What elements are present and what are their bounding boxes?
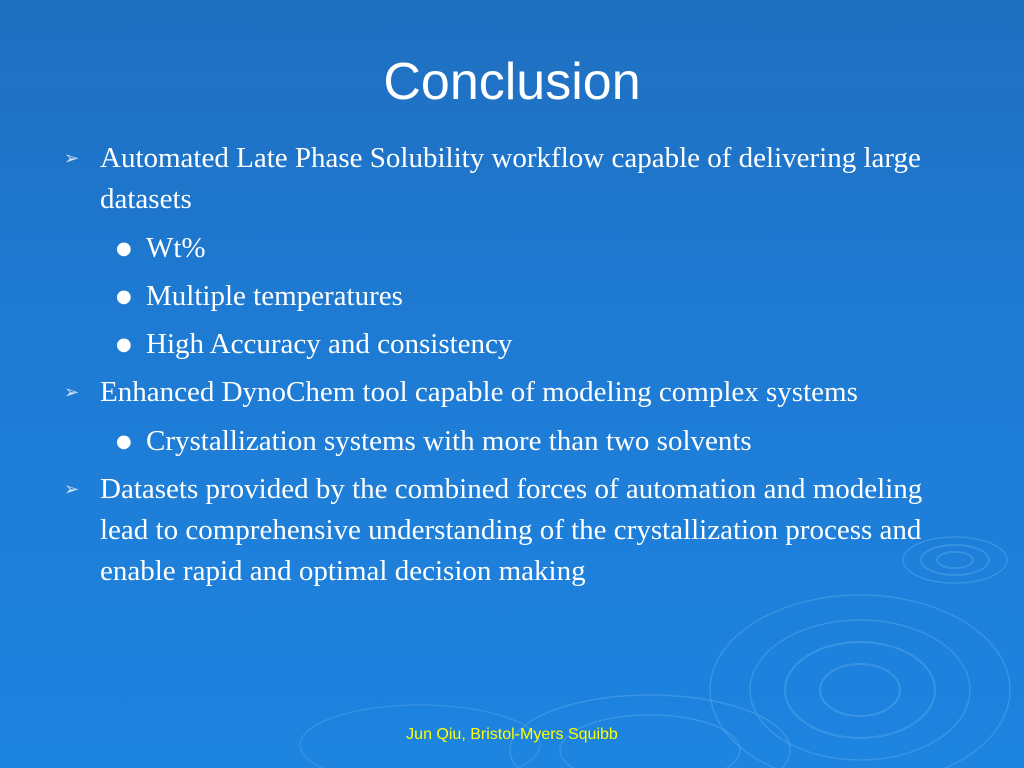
arrowhead-bullet-icon: ➢ — [64, 148, 80, 169]
sub-bullet-text: Wt% — [146, 232, 206, 264]
round-dot-bullet-icon: ● — [116, 238, 132, 259]
bullet-item — [62, 372, 942, 413]
arrowhead-bullet-icon: ➢ — [64, 382, 80, 403]
round-dot-bullet-icon: ● — [116, 431, 132, 452]
bullet-text: Automated Late Phase Solubility workflow capable of delivering large datasets — [100, 142, 921, 215]
arrowhead-bullet-icon: ➢ — [64, 479, 80, 500]
slide-footer: Jun Qiu, Bristol-Myers Squibb — [406, 726, 618, 743]
sub-bullet-item — [62, 421, 942, 462]
sub-bullet-text: Multiple temperatures — [146, 280, 403, 312]
bullet-list — [62, 138, 942, 600]
bullet-text: Datasets provided by the combined forces of automation and modeling lead to comprehensive understanding of the crystallization process and enable rapid and optimal decision making — [100, 473, 923, 587]
sub-bullet-text: Crystallization systems with more than two solvents — [146, 425, 752, 457]
bullet-text: Enhanced DynoChem tool capable of modeling complex systems — [100, 376, 858, 408]
bullet-item — [62, 469, 942, 592]
round-dot-bullet-icon: ● — [116, 334, 132, 355]
sub-bullet-item — [62, 228, 942, 269]
sub-bullet-item — [62, 276, 942, 317]
round-dot-bullet-icon: ● — [116, 286, 132, 307]
slide-title: Conclusion — [383, 53, 641, 111]
sub-bullet-text: High Accuracy and consistency — [146, 328, 513, 360]
bullet-item — [62, 138, 942, 220]
sub-bullet-item — [62, 324, 942, 365]
